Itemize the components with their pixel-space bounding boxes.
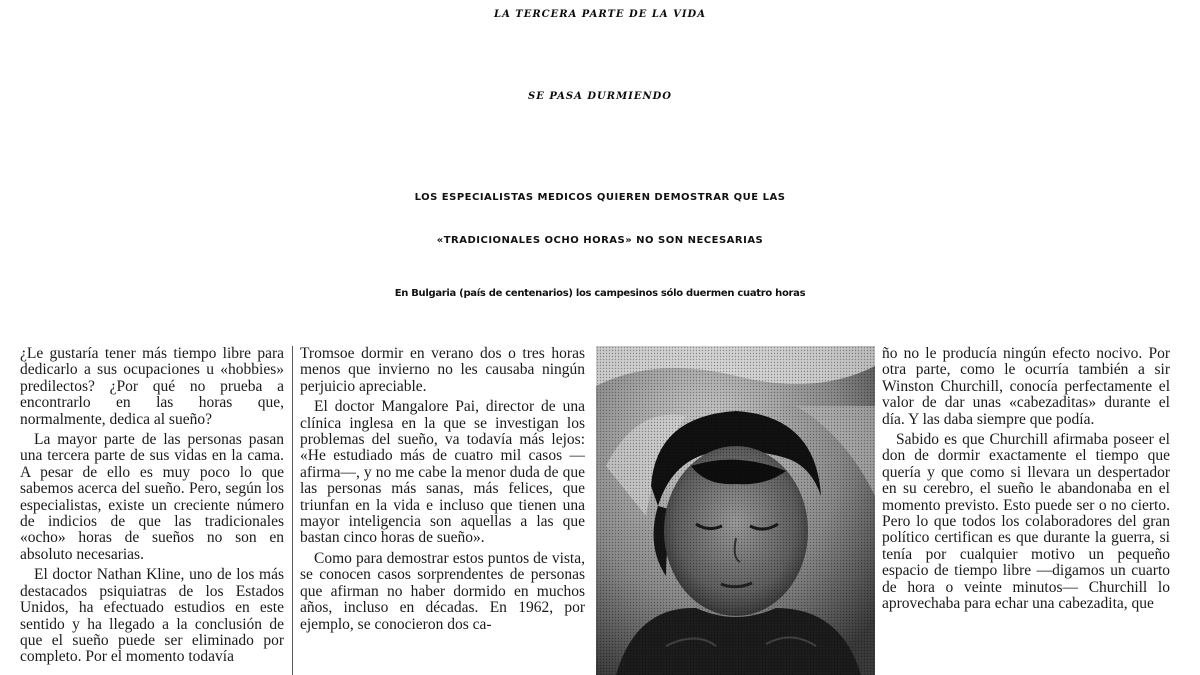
article-column-1 [20,346,284,675]
column-2-paragraph-2: El doctor Mangalore Pai, director de una clínica inglesa en la que se investigan los problemas del sueño, va todavía más lejos: «He estudiado más de cuatro mil casos —afirma—, y no me cabe la menor duda de que las personas más sanas, más felices, que triunfan en la vida e incluso que tienen una mayor inteligencia son aquellas a las que bastan cinco horas de sueño». [300,398,585,547]
column-1-paragraph-1: ¿Le gustaría tener más tiempo libre para dedicarlo a sus ocupaciones u «hobbies» predilectos? ¿Por qué no prueba a encontrarlo en las horas que, normalmente, dedica al sueño? [20,346,284,428]
article-column-3 [882,346,1170,675]
sleeping-child-photo [596,346,875,675]
deck-line-1: LOS ESPECIALISTAS MEDICOS QUIEREN DEMOSTRAR QUE LAS [414,192,786,203]
column-3-paragraph-1: ño no le producía ningún efecto nocivo. Por otra parte, como le ocurría también a sir Winston Churchill, conocía perfectamente el valor de dar unas «cabezaditas» durante el día. Y las daba siempre que podía. [882,346,1170,428]
column-2-paragraph-3: Como para demostrar estos puntos de vista, se conocen casos sorprendentes de personas que afirman no haber dormido en muchos años, incluso en décadas. En 1962, por ejemplo, se conocieron dos ca- [300,549,585,633]
subheadline: En Bulgaria (país de centenarios) los campesinos sólo duermen cuatro horas [394,288,806,299]
column-divider [292,346,293,675]
column-1-paragraph-3: El doctor Nathan Kline, uno de los más destacados psiquiatras de los Estados Unidos, ha efectuado estudios en este sentido y ha llegado a la conclusión de que el sueño puede ser eliminado por completo. Por el momento todavía [20,566,284,666]
column-3-paragraph-2: Sabido es que Churchill afirmaba poseer el don de dormir exactamente el tiempo que quería y que como si llevara un despertador en su cerebro, el sueño le abandonaba en el momento previsto. Esto puede ser o no cierto. Pero lo que todos los colaboradores del gran político certifican es que durante la guerra, si tenía por cualquier motivo un pequeño espacio de tiempo libre —digamos un cuarto de hora o veinte minutos— Churchill lo aprovechaba para echar una cabezadita, que [882,431,1170,613]
deck-line-2: «TRADICIONALES OCHO HORAS» NO SON NECESARIAS [436,235,764,246]
article-column-2 [300,346,585,675]
headline-line-2: SE PASA DURMIENDO [528,91,672,102]
headline-line-1: LA TERCERA PARTE DE LA VIDA [494,9,706,20]
column-2-paragraph-1: Tromsoe dormir en verano dos o tres horas menos que invierno no les causaba ningún perjuicio apreciable. [300,346,585,395]
column-1-paragraph-2: La mayor parte de las personas pasan una tercera parte de sus vidas en la cama. A pesar de ello es muy poco lo que sabemos acerca del sueño. Pero, según los especialistas, existe un creciente número de indicios de que las tradicionales «ocho» horas de sueños no son en absoluto necesarias. [20,431,284,563]
